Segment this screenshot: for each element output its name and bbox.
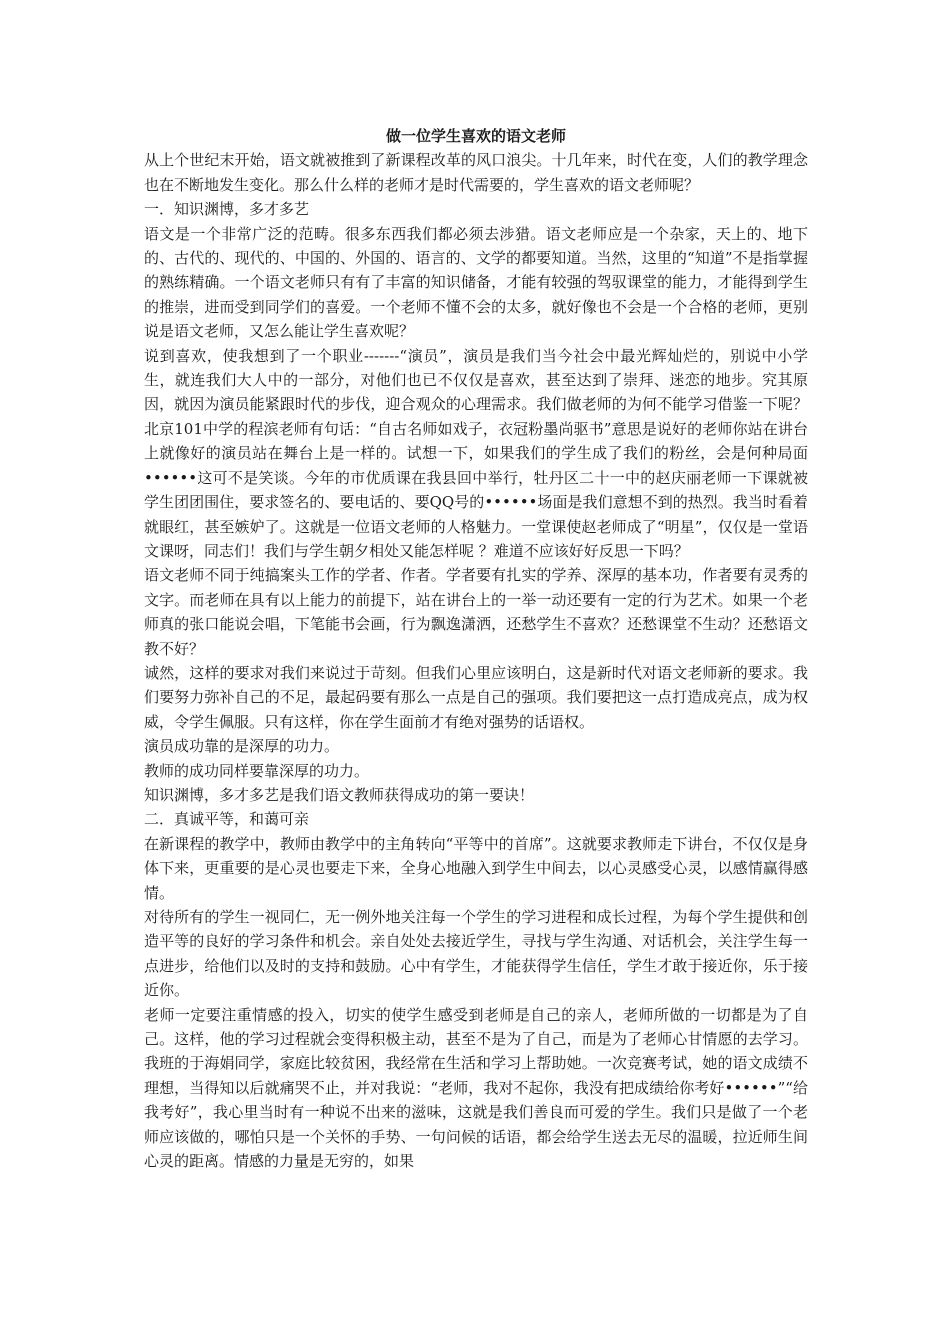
body-paragraph: 在新课程的教学中，教师由教学中的主角转向“平等中的首席”。这就要求教师走下讲台，不仅仅是身体下来，更重要的是心灵也要走下来，全身心地融入到学生中间去，以心灵感受心灵，以感情赢得感情。 xyxy=(144,834,808,902)
body-paragraph: 教师的成功同样要靠深厚的功力。 xyxy=(144,761,370,780)
document-title: 做一位学生喜欢的语文老师 xyxy=(385,127,566,145)
body-paragraph: 诚然，这样的要求对我们来说过于苛刻。但我们心里应该明白，这是新时代对语文老师新的要求。我们要努力弥补自己的不足，最起码要有那么一点是自己的强项。我们要把这一点打造成亮点，成为权威，令学生佩服。只有这样，你在学生面前才有绝对强势的话语权。 xyxy=(144,663,808,731)
body-paragraph: 说到喜欢，使我想到了一个职业-------“演员”，演员是我们当今社会中最光辉灿烂的，别说中小学生，就连我们大人中的一部分，对他们也已不仅仅是喜欢，甚至达到了崇拜、迷恋的地步。究其原因，就因为演员能紧跟时代的步伐，迎合观众的心理需求。我们做老师的为何不能学习借鉴一下呢？北京101中学的程滨老师有句话：“自古名师如戏子，衣冠粉墨尚驱书”意思是说好的老师你站在讲台上就像好的演员站在舞台上是一样的。试想一下，如果我们的学生成了我们的粉丝，会是何种局面••••••这可不是笑谈。今年的市优质课在我县回中举行，牡丹区二十一中的赵庆丽老师一下课就被学生团团围住，要求签名的、要电话的、要QQ号的••••••场面是我们意想不到的热烈。我当时看着就眼红，甚至嫉妒了。这就是一位语文老师的人格魅力。一堂课使赵老师成了“明星”，仅仅是一堂语文课呀，同志们！我们与学生朝夕相处又能怎样呢 ？难道不应该好好反思一下吗？ xyxy=(144,346,808,560)
body-paragraph: 语文是一个非常广泛的范畴。很多东西我们都必须去涉猎。语文老师应是一个杂家，天上的、地下的、古代的、现代的、中国的、外国的、语言的、文学的都要知道。当然，这里的“知道”不是指掌握的熟练精确。一个语文老师只有有了丰富的知识储备，才能有较强的驾驭课堂的能力，才能得到学生的推崇，进而受到同学们的喜爱。一个老师不懂不会的太多，就好像也不会是一个合格的老师，更别说是语文老师，又怎么能让学生喜欢呢？ xyxy=(144,224,808,341)
document-page xyxy=(144,124,808,1173)
intro-paragraph: 从上个世纪末开始，语文就被推到了新课程改革的风口浪尖。十几年来，时代在变，人们的教学理念也在不断地发生变化。那么什么样的老师才是时代需要的，学生喜欢的语文老师呢？ xyxy=(144,151,808,194)
body-paragraph: 语文老师不同于纯搞案头工作的学者、作者。学者要有扎实的学养、深厚的基本功，作者要有灵秀的文字。而老师在具有以上能力的前提下，站在讲台上的一举一动还要有一定的行为艺术。如果一个老师真的张口能说会唱，下笔能书会画，行为飘逸潇洒，还愁学生不喜欢？还愁课堂不生动？还愁语文教不好？ xyxy=(144,566,808,658)
body-paragraph: 知识渊博，多才多艺是我们语文教师获得成功的第一要诀！ xyxy=(144,785,535,804)
body-paragraph: 演员成功靠的是深厚的功力。 xyxy=(144,737,340,756)
body-paragraph: 老师一定要注重情感的投入，切实的使学生感受到老师是自己的亲人，老师所做的一切都是为了自己。这样，他的学习过程就会变得积极主动，甚至不是为了自己，而是为了老师心甘情愿的去学习。我班的于海娟同学，家庭比较贫困，我经常在生活和学习上帮助她。一次竞赛考试，她的语文成绩不理想，当得知以后就痛哭不止，并对我说：“老师，我对不起你，我没有把成绩给你考好••••••”“给我考好”，我心里当时有一种说不出来的滋味，这就是我们善良而可爱的学生。我们只是做了一个老师应该做的，哪怕只是一个关怀的手势、一句问候的话语，都会给学生送去无尽的温暖，拉近师生间心灵的距离。情感的力量是无穷的，如果 xyxy=(144,1005,808,1171)
section-heading-2: 二．真诚平等，和蔼可亲 xyxy=(144,810,310,829)
section-heading-1: 一．知识渊博，多才多艺 xyxy=(144,200,310,219)
body-paragraph: 对待所有的学生一视同仁，无一例外地关注每一个学生的学习进程和成长过程，为每个学生提供和创造平等的良好的学习条件和机会。亲自处处去接近学生，寻找与学生沟通、对话机会，关注学生每一点进步，给他们以及时的支持和鼓励。心中有学生，才能获得学生信任，学生才敢于接近你，乐于接近你。 xyxy=(144,908,808,1000)
